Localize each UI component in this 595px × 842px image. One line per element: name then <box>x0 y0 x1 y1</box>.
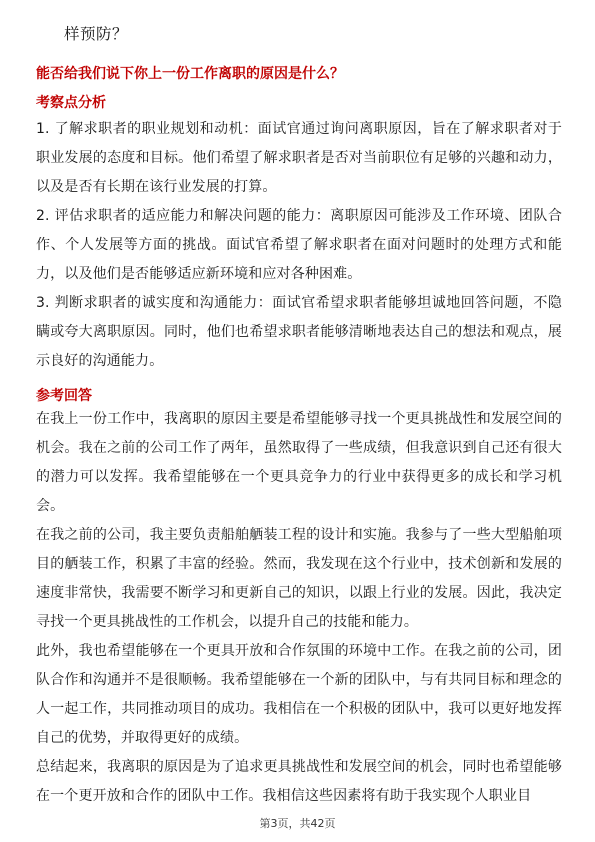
analysis-point-2: 2. 评估求职者的适应能力和解决问题的能力：离职原因可能涉及工作环境、团队合作、个人发展等方面的挑战。面试官希望了解求职者在面对问题时的处理方式和能力，以及他们是否能够适应新环境和应对各种困难。 <box>36 208 562 282</box>
page-number: 第3页，共42页 <box>259 817 336 830</box>
analysis-title: 考察点分析 <box>36 95 106 111</box>
answer-title: 参考回答 <box>36 388 92 404</box>
question-heading: 能否给我们说下你上一份工作离职的原因是什么？ <box>36 66 344 82</box>
answer-paragraph-3: 此外，我也希望能够在一个更具开放和合作氛围的环境中工作。在我之前的公司，团队合作和沟通并不是很顺畅。我希望能够在一个新的团队中，与有共同目标和理念的人一起工作，共同推动项目的成功。我相信在一个积极的团队中，我可以更好地发挥自己的优势，并取得更好的成绩。 <box>36 643 562 746</box>
answer-paragraph-1: 在我上一份工作中，我离职的原因主要是希望能够寻找一个更具挑战性和发展空间的机会。我在之前的公司工作了两年，虽然取得了一些成绩，但我意识到自己还有很大的潜力可以发挥。我希望能够在一个更具竞争力的行业中获得更多的成长和学习机会。 <box>36 411 562 514</box>
analysis-point-1: 1. 了解求职者的职业规划和动机：面试官通过询问离职原因，旨在了解求职者对于职业发展的态度和目标。他们希望了解求职者是否对当前职位有足够的兴趣和动力，以及是否有长期在该行业发展的打算。 <box>36 121 562 195</box>
analysis-point-3: 3. 判断求职者的诚实度和沟通能力：面试官希望求职者能够坦诚地回答问题，不隐瞒或夸大离职原因。同时，他们也希望求职者能够清晰地表达自己的想法和观点，展示良好的沟通能力。 <box>36 295 562 369</box>
continued-heading: 样预防？ <box>64 25 129 43</box>
answer-paragraph-2: 在我之前的公司，我主要负责船舶舾装工程的设计和实施。我参与了一些大型船舶项目的舾装工作，积累了丰富的经验。然而，我发现在这个行业中，技术创新和发展的速度非常快，我需要不断学习和更新自己的知识，以跟上行业的发展。因此，我决定寻找一个更具挑战性的工作机会，以提升自己的技能和能力。 <box>36 527 562 630</box>
answer-paragraph-4: 总结起来，我离职的原因是为了追求更具挑战性和发展空间的机会，同时也希望能够在一个更开放和合作的团队中工作。我相信这些因素将有助于我实现个人职业目 <box>36 759 562 804</box>
